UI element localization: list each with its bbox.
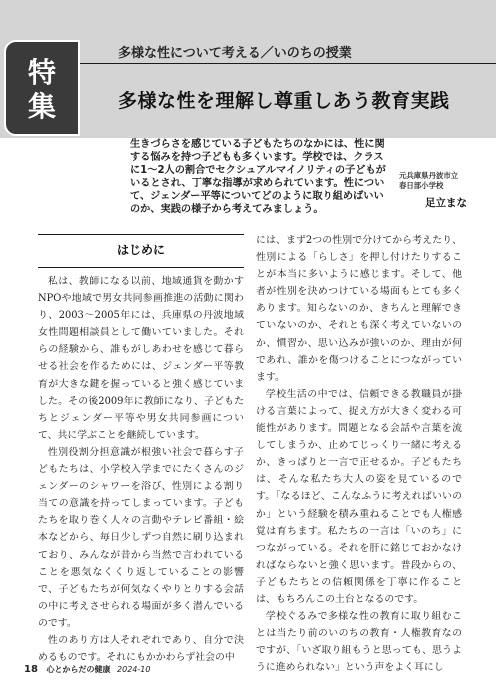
author-name: 足立まな bbox=[425, 197, 467, 209]
paragraph: 私は、教師になる以前、地域通貨を動かすNPOや地域で男女共同参画推進の活動に関わり、2003～2005年には、兵庫県の丹波地域女性問題相談員として働いていました。それらの経験から、誰もがしあわせを感じて暮らせる社会を作るためには、ジェンダー平等教育が大きな鍵を握っていると強く感じていました。その後2009年に教師になり、子どもたちとジェンダー平等や男女共同参画について、共に学ぶことを継続しています。 bbox=[38, 276, 244, 441]
lead-text: 生きづらさを感じている子どもたちのなかには、性に関 する悩みを持つ子どもも多くいます。学校では、クラス に1～2人の割合でセクシュアルマイノリティの子どもが いるとされ、丁寧な指導が求められています。性につい て、ジェンダー平等についてどのように取り組めばいい のか、実践の様子から考えてみましょう。 bbox=[130, 139, 386, 215]
body-column-right bbox=[256, 232, 462, 676]
section-heading: はじめに bbox=[38, 234, 244, 268]
header-divider bbox=[80, 63, 496, 64]
article-title: 多様な性を理解し尊重しあう教育実践 bbox=[118, 90, 450, 112]
series-title: 多様な性について考える／いのちの授業 bbox=[118, 46, 352, 61]
paragraph: 性のあり方は人それぞれであり、自分で決めるものです。それにもかかわらず社会の中 bbox=[38, 634, 244, 664]
page-footer bbox=[24, 664, 150, 675]
page-number: 18 bbox=[24, 664, 38, 675]
paragraph: 学校生活の中では、信頼できる教職員が掛ける言葉によって、捉え方が大きく変わる可能性があります。問題となる会話や言葉を流してしまうか、止めてじっくり一緒に考えるか、きっぱりと一言で正せるか。子どもたちは、そんな私たち大人の姿を見ているのです。「なるほど、こんなふうに考えればいいのか」という経験を積み重ねることでも人権感覚は育ちます。私たちの一言は「いのち」につながっている。それを肝に銘じておかなければならないと強く思います。普段からの、子どもたちとの信頼関係を丁寧に作ることは、もちろんこの土台となるのです。 bbox=[256, 388, 462, 605]
paragraph: には、まず2つの性別で分けてから考えたり、性別による「らしさ」を押し付けたりすることが本当に多いように感じます。そして、他者が性別を決めつけている場面もとても多くあります。知らないのか、きちんと理解できていないのか、それとも深く考えていないのか、慣習か、思い込みが強いのか、理由が何であれ、誰かを傷つけることにつながっています。 bbox=[256, 235, 462, 383]
issue-date: 2024-10 bbox=[117, 665, 151, 674]
feature-badge-label: 特 集 bbox=[27, 56, 56, 123]
paragraph: 性別役割分担意識が根強い社会で暮らす子どもたちは、小学校入学までにたくさんのジェンダーのシャワーを浴び、性別による割り当ての意識を持ってしまっています。子どもたちを取り巻く人々の言動やテレビ番組・絵本などから、毎日少しずつ自然に刷り込まれており、みんなが昔から当然で言われていることを悪気なくくり返していることの影響で、子どもたちが何気なくやりとりする会話の中に考えさせられる場面が多く潜んでいるのです。 bbox=[38, 446, 244, 629]
magazine-name: 心とからだの健康 bbox=[46, 665, 111, 674]
author-affiliation: 元兵庫県丹波市立 春日部小学校 bbox=[399, 171, 459, 190]
body-column-left bbox=[38, 232, 244, 666]
feature-badge bbox=[4, 40, 80, 136]
paragraph: 学校ぐるみで多様な性の教育に取り組むことは当たり前のいのちの教育・人権教育なのですが、「いざ取り組もうと思っても、思うように進められない」という声をよく耳にし bbox=[256, 611, 462, 674]
